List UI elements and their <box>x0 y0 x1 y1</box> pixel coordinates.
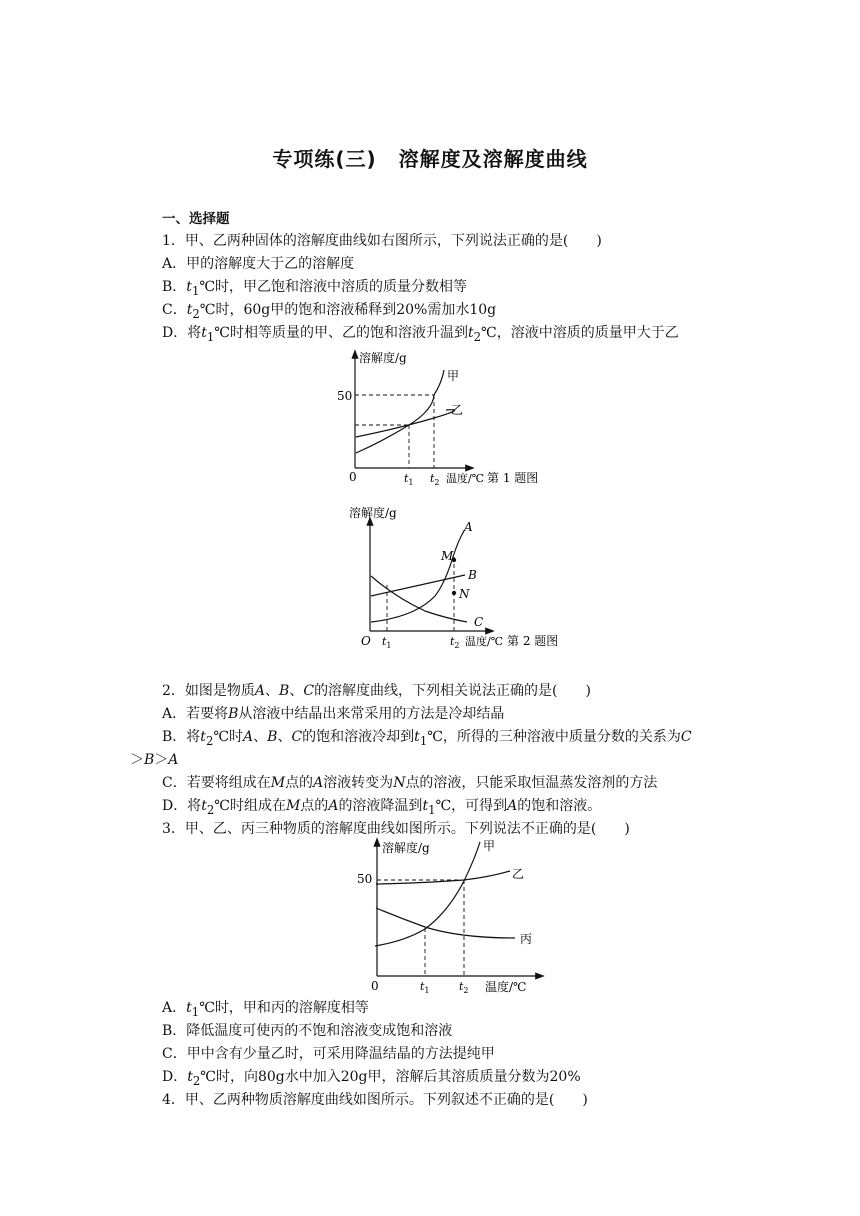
figure-3 <box>350 838 550 1000</box>
fig3-series-bing <box>376 908 515 938</box>
q2-a-post: 从溶液中结晶出来常采用的方法是冷却结晶 <box>238 706 505 722</box>
q1-d-t1: t <box>201 325 207 341</box>
q2-stem-C: C <box>303 683 315 699</box>
fig2-series-a <box>371 531 464 622</box>
q2-b-s1: 、 <box>253 729 268 745</box>
q2-sep2: 、 <box>289 683 304 699</box>
q1-d-c: ℃，溶液中溶质的质量甲大于乙 <box>481 325 679 341</box>
fig2-label-n: N <box>459 587 470 601</box>
q1-b-t: t <box>186 279 192 295</box>
figure-2 <box>345 505 595 655</box>
fig2-ylabel: 溶解度/g <box>349 506 397 520</box>
q2-option-b-cont <box>130 750 178 770</box>
q1-c-t: t <box>186 302 193 318</box>
q1-stem: 1．甲、乙两种固体的溶解度曲线如右图所示，下列说法正确的是( ) <box>162 233 602 249</box>
q1-c-sub: 2 <box>192 306 200 321</box>
q2-b-post: ℃，所得的三种溶液中质量分数的关系为 <box>427 729 681 745</box>
q2-b2-gt1: ＞ <box>130 752 144 768</box>
q2-c-N: N <box>393 775 406 791</box>
q2-b-sub1: 1 <box>419 733 428 748</box>
fig3-series-yi <box>376 871 510 884</box>
q2-d-post: 的饱和溶液。 <box>517 798 602 814</box>
fig1-origin: 0 <box>349 470 357 484</box>
q1-d-a: D．将 <box>162 325 202 341</box>
fig1-y50: 50 <box>337 389 353 403</box>
fig2-label-b: B <box>468 568 477 582</box>
q1-option-a: A．甲的溶解度大于乙的溶解度 <box>162 256 355 272</box>
q1-b-sub: 1 <box>191 283 200 298</box>
fig1-caption: 第 1 题图 <box>487 471 539 485</box>
q2-d-A2: A <box>507 798 518 814</box>
q2-c-mid1: 点的 <box>285 775 314 791</box>
q2-a-pre: A．若要将 <box>162 706 229 722</box>
q3-d-t: t <box>187 1069 193 1085</box>
fig1-xlabel: 温度/℃ <box>446 472 485 485</box>
q1-c-text: ℃时，60g甲的饱和溶液稀释到20%需加水10g <box>199 302 497 318</box>
q3-a-pre: A． <box>162 1000 187 1016</box>
fig2-point-n <box>452 591 456 595</box>
q3-option-a <box>162 998 369 1022</box>
q3-a-sub: 1 <box>191 1004 200 1019</box>
q3-d-sub: 2 <box>192 1073 201 1088</box>
q2-b-s2: 、 <box>277 729 292 745</box>
q3-a-t: t <box>186 1000 192 1016</box>
q3-option-c: C．甲中含有少量乙时，可采用降温结晶的方法提纯甲 <box>162 1046 495 1062</box>
q1-b-text: ℃时，甲乙饱和溶液中溶质的质量分数相等 <box>199 279 468 295</box>
fig1-t1: $t_1$ <box>404 472 414 487</box>
fig3-y50: 50 <box>357 872 373 886</box>
q2-d-mid1: ℃时组成在 <box>214 798 286 814</box>
q2-c-pre: C．若要将组成在 <box>162 775 271 791</box>
q2-b-A: A <box>243 729 254 745</box>
figure-1 <box>330 348 590 493</box>
q2-b-mid2: 的饱和溶液冷却到 <box>302 729 415 745</box>
fig1-yi-label: 乙 <box>451 403 464 417</box>
q3-option-b: B．降低温度可使丙的不饱和溶液变成饱和溶液 <box>162 1023 453 1039</box>
q2-stem-a: 2．如图是物质 <box>162 683 255 699</box>
section-heading: 一、选择题 <box>162 211 230 227</box>
title-topic: 溶解度及溶解度曲线 <box>398 147 588 171</box>
q1-c-prefix: C． <box>162 302 187 318</box>
fig2-origin: O <box>361 634 371 648</box>
q2-d-sub: 2 <box>206 802 215 817</box>
q2-c-A: A <box>313 775 324 791</box>
q2-b-B: B <box>267 729 278 745</box>
fig1-t2: $t_2$ <box>430 472 440 487</box>
q1-option-c <box>162 300 496 324</box>
q1-d-sub2: 2 <box>473 329 482 344</box>
q2-c-M: M <box>270 775 286 791</box>
title-series: 专项练(三) <box>272 147 377 171</box>
q2-d-M: M <box>285 798 301 814</box>
fig1-series-yi <box>356 410 455 437</box>
fig2-label-m: M <box>441 549 454 563</box>
fig2-series-c <box>371 576 467 622</box>
fig3-origin: 0 <box>371 979 379 993</box>
fig2-xlabel: 温度/℃ <box>465 635 504 648</box>
q3-d-pre: D． <box>162 1069 188 1085</box>
q2-stem <box>162 681 591 701</box>
fig2-caption: 第 2 题图 <box>507 634 559 648</box>
fig2-t2: $t_2$ <box>450 635 460 650</box>
q2-stem-A: A <box>254 683 266 699</box>
q1-d-t2: t <box>467 325 474 341</box>
q2-c-mid2: 溶液转变为 <box>323 775 394 791</box>
q3-d-post: ℃时，向80g水中加入20g甲，溶解后其溶质质量分数为20% <box>200 1069 581 1085</box>
q2-option-c <box>162 773 657 793</box>
q2-sep1: 、 <box>265 683 280 699</box>
q2-d-mid3: 的溶液降温到 <box>338 798 423 814</box>
q2-b-t: t <box>200 729 206 745</box>
q2-option-a <box>162 704 504 724</box>
q2-d-sub1: 1 <box>428 802 436 817</box>
q2-c-post: 点的溶液，只能采取恒温蒸发溶剂的方法 <box>405 775 658 791</box>
fig2-label-a: A <box>464 520 473 534</box>
q2-b-endC: C <box>680 729 692 745</box>
q3-option-d <box>162 1067 581 1091</box>
fig3-jia-label: 甲 <box>483 839 496 853</box>
q2-d-mid4: ℃，可得到 <box>435 798 508 814</box>
q2-stem-b: 的溶解度曲线，下列相关说法正确的是( ) <box>314 683 591 699</box>
q2-b-t1: t <box>414 729 420 745</box>
q2-d-pre: D．将 <box>162 798 202 814</box>
q1-d-sub1: 1 <box>206 329 215 344</box>
q1-option-b <box>162 277 467 301</box>
fig3-bing-label: 丙 <box>520 932 533 946</box>
q1-d-b: ℃时相等质量的甲、乙的饱和溶液升温到 <box>214 325 468 341</box>
q3-a-post: ℃时，甲和丙的溶解度相等 <box>199 1000 369 1016</box>
fig1-ylabel: 溶解度/g <box>359 351 407 365</box>
fig3-yi-label: 乙 <box>512 867 525 881</box>
fig1-series-jia <box>356 370 444 453</box>
q2-d-t: t <box>201 798 207 814</box>
q3-stem: 3．甲、乙、丙三种物质的溶解度曲线如图所示。下列说法不正确的是( ) <box>162 821 630 837</box>
q2-b2-gt2: ＞ <box>154 752 169 768</box>
fig2-series-b <box>371 575 465 596</box>
fig2-t1: $t_1$ <box>382 635 392 650</box>
q2-d-mid2: 点的 <box>300 798 329 814</box>
fig3-xlabel: 温度/℃ <box>485 980 527 994</box>
page-title <box>0 143 860 172</box>
fig3-ylabel: 溶解度/g <box>382 841 430 855</box>
q2-option-b <box>162 727 692 751</box>
q2-option-d <box>162 796 601 820</box>
q2-b-C: C <box>291 729 303 745</box>
q2-b-sub: 2 <box>205 733 214 748</box>
fig3-t2: $t_2$ <box>459 980 469 995</box>
fig2-label-c: C <box>474 615 484 629</box>
q2-b-mid: ℃时 <box>213 729 244 745</box>
q2-b-pre: B．将 <box>162 729 201 745</box>
q2-b2-B: B <box>144 752 155 768</box>
q1-option-d <box>162 323 679 347</box>
q1-b-prefix: B． <box>162 279 187 295</box>
q2-d-A: A <box>328 798 339 814</box>
q2-stem-B: B <box>279 683 290 699</box>
fig1-jia-label: 甲 <box>447 369 460 383</box>
q4-stem: 4．甲、乙两种物质溶解度曲线如图所示。下列叙述不正确的是( ) <box>162 1092 588 1108</box>
q2-b2-A: A <box>168 752 179 768</box>
q2-a-B: B <box>228 706 239 722</box>
fig3-t1: $t_1$ <box>420 980 430 995</box>
q2-d-t1: t <box>422 798 429 814</box>
